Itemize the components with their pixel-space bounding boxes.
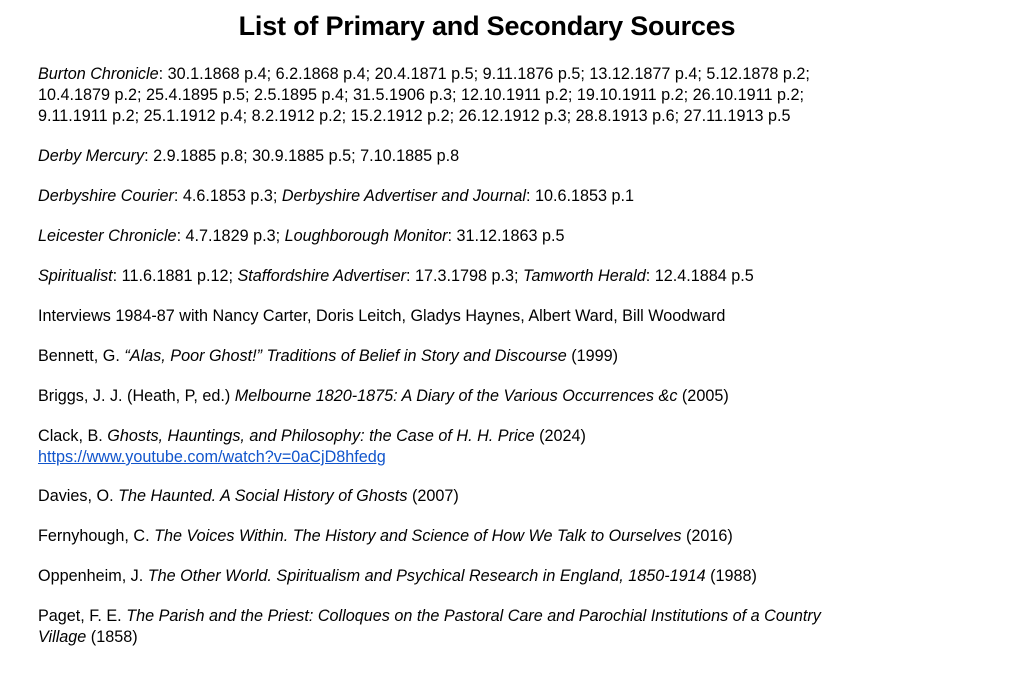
source-interviews: Interviews 1984-87 with Nancy Carter, Doris Leitch, Gladys Haynes, Albert Ward, Bill Woodward (38, 307, 726, 325)
source-title: Village (38, 628, 87, 646)
source-bennett (38, 346, 998, 367)
source-dates: 9.11.1911 p.2; 25.1.1912 p.4; 8.2.1912 p.2; 15.2.1912 p.2; 26.12.1912 p.3; 28.8.1913 p.6; 27.11.1913 p.5 (38, 107, 791, 125)
source-year: (1858) (86, 628, 138, 646)
source-burton-chronicle (38, 64, 998, 127)
source-clack (38, 426, 998, 468)
source-author: Davies, O. (38, 487, 119, 505)
source-dates: : 4.6.1853 p.3; (173, 187, 282, 205)
source-spiritualist (38, 266, 998, 287)
source-author: Briggs, J. J. (Heath, P, ed.) (38, 387, 235, 405)
source-year: (2007) (407, 487, 459, 505)
source-title: Melbourne 1820-1875: A Diary of the Various Occurrences &c (234, 387, 678, 405)
source-title: Leicester Chronicle (38, 227, 177, 245)
source-dates: : 12.4.1884 p.5 (645, 267, 754, 285)
source-title: Loughborough Monitor (284, 227, 448, 245)
source-title: The Haunted. A Social History of Ghosts (118, 487, 408, 505)
source-year: (1999) (566, 347, 619, 365)
source-dates: : 10.6.1853 p.1 (525, 187, 634, 205)
source-title: Burton Chronicle (38, 65, 159, 83)
source-fernyhough (38, 526, 998, 547)
source-title: Tamworth Herald (523, 267, 646, 285)
source-dates: : 31.12.1863 p.5 (447, 227, 565, 245)
video-link[interactable]: https://www.youtube.com/watch?v=0aCjD8hfedg (38, 448, 386, 466)
source-dates: : 2.9.1885 p.8; 30.9.1885 p.5; 7.10.1885 p.8 (144, 147, 460, 165)
source-dates: 10.4.1879 p.2; 25.4.1895 p.5; 2.5.1895 p.4; 31.5.1906 p.3; 12.10.1911 p.2; 19.10.1911 p.2; 26.10.1911 p.2; (38, 86, 804, 104)
source-year: (2016) (681, 527, 733, 545)
source-derbyshire (38, 186, 998, 207)
sources-list (38, 64, 998, 648)
source-author: Oppenheim, J. (38, 567, 148, 585)
source-derby-mercury (38, 146, 998, 167)
source-title: Staffordshire Advertiser (237, 267, 407, 285)
source-title: The Voices Within. The History and Science of How We Talk to Ourselves (154, 527, 682, 545)
source-leicester (38, 226, 998, 247)
source-year: (2024) (534, 427, 586, 445)
source-title: The Other World. Spiritualism and Psychical Research in England, 1850-1914 (147, 567, 706, 585)
source-title: Derbyshire Courier (38, 187, 174, 205)
page-title: List of Primary and Secondary Sources (238, 11, 736, 41)
source-author: Fernyhough, C. (38, 527, 155, 545)
source-author: Paget, F. E. (38, 607, 127, 625)
source-year: (1988) (705, 567, 757, 585)
source-title: Derbyshire Advertiser and Journal (281, 187, 526, 205)
source-dates: : 30.1.1868 p.4; 6.2.1868 p.4; 20.4.1871 p.5; 9.11.1876 p.5; 13.12.1877 p.4; 5.12.1878 p.2; (158, 65, 810, 83)
source-dates: : 4.7.1829 p.3; (176, 227, 285, 245)
source-dates: : 17.3.1798 p.3; (406, 267, 524, 285)
source-title: Derby Mercury (38, 147, 145, 165)
source-year: (2005) (677, 387, 729, 405)
source-title: “Alas, Poor Ghost!” Traditions of Belief in Story and Discourse (124, 347, 567, 365)
source-title: The Parish and the Priest: Colloques on the Pastoral Care and Parochial Institutions of a Country (126, 607, 821, 625)
source-dates: : 11.6.1881 p.12; (112, 267, 238, 285)
source-davies (38, 486, 998, 507)
source-title: Spiritualist (38, 267, 113, 285)
source-title: Ghosts, Hauntings, and Philosophy: the Case of H. H. Price (107, 427, 535, 445)
source-author: Bennett, G. (38, 347, 125, 365)
source-paget (38, 606, 998, 648)
source-author: Clack, B. (38, 427, 108, 445)
source-briggs (38, 386, 998, 407)
source-oppenheim (38, 566, 998, 587)
